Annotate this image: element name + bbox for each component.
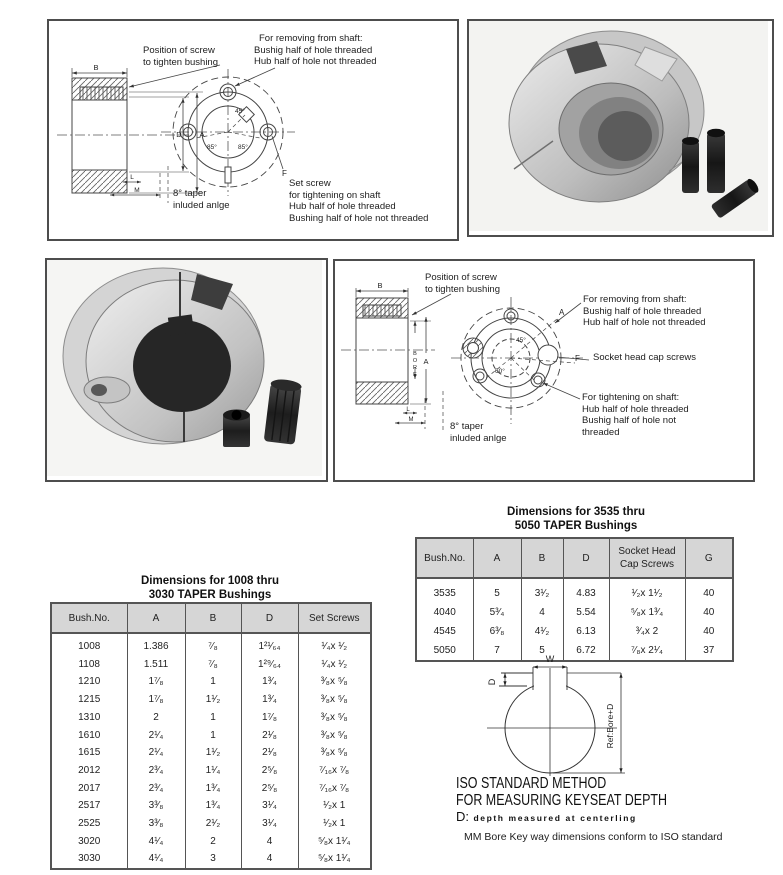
- cell: 3¹⁄₄: [241, 797, 298, 815]
- cell: 1³⁄₄: [241, 691, 298, 709]
- cell: 1210: [78, 676, 101, 688]
- dim-l: L: [130, 174, 134, 181]
- cell: 37: [685, 641, 733, 661]
- cell: 1.386: [127, 633, 185, 656]
- dim-m: M: [408, 417, 414, 423]
- cell: 6.13: [563, 622, 609, 641]
- cell: ⁵⁄₈x 1³⁄₄: [609, 603, 685, 622]
- keyseat-diagram: [443, 648, 643, 776]
- cell: 4¹⁄₄: [127, 850, 185, 869]
- cell: 2525: [78, 818, 101, 830]
- cell: 1.511: [127, 656, 185, 674]
- cell: ⁷⁄₈x 2¹⁄₄: [609, 641, 685, 661]
- label-f: F: [282, 169, 287, 178]
- cell: 40: [685, 622, 733, 641]
- note-set-screw: Set screw for tightening on shaft Hub half of hole threaded Bushing half of hole not threaded: [289, 178, 429, 224]
- cell: 1610: [78, 729, 101, 741]
- cell: 2¹⁄₄: [127, 727, 185, 745]
- cell: 5: [473, 578, 521, 603]
- cell: 1: [185, 709, 241, 727]
- cell: 5.54: [563, 603, 609, 622]
- bushing-photo-1: [469, 21, 768, 231]
- front-view: [129, 65, 295, 196]
- label-f: F: [575, 354, 580, 363]
- cell: 4: [241, 833, 298, 851]
- cell: ³⁄₈x ⁵⁄₈: [298, 691, 371, 709]
- cell: 2³⁄₄: [127, 780, 185, 798]
- cell: 7: [473, 641, 521, 661]
- cell: ¹⁄₄x ¹⁄₂: [298, 656, 371, 674]
- cell: 4¹⁄₂: [521, 622, 563, 641]
- table-row: [51, 673, 371, 691]
- cell: ³⁄₈x ⁵⁄₈: [298, 744, 371, 762]
- panel-photo-2: [45, 258, 328, 482]
- iso-heading: ISO STANDARD METHOD FOR MEASURING KEYSEAT DEPTH: [456, 775, 668, 809]
- note-tightening: For tightening on shaft: Hub half of hole threaded Bushig half of hole not threaded: [582, 392, 689, 438]
- dim-b: B: [377, 281, 383, 290]
- bushing-photo-2: [47, 260, 322, 476]
- table-row: [51, 780, 371, 798]
- cell: ⁷⁄₁₆x ⁷⁄₈: [298, 780, 371, 798]
- cell: ³⁄₈x ⁵⁄₈: [298, 673, 371, 691]
- table-3535-5050: [415, 537, 734, 662]
- cell: 1⁷⁄₈: [127, 691, 185, 709]
- col-g: G: [685, 538, 733, 578]
- table-row: [51, 833, 371, 851]
- col-b: B: [185, 603, 241, 633]
- dim-b: B: [93, 63, 99, 72]
- col-bush-no: Bush.No.: [51, 603, 127, 633]
- cell: ¹⁄₄x ¹⁄₂: [298, 633, 371, 656]
- dim-bore: BORE: [412, 351, 418, 379]
- cell: ¹⁄₂x 1: [298, 797, 371, 815]
- dim-d: D: [176, 130, 182, 139]
- cell: ⁷⁄₈: [185, 656, 241, 674]
- cell: 1⁷⁄₈: [127, 673, 185, 691]
- table-row: [51, 815, 371, 833]
- cell: 5050: [433, 645, 456, 656]
- cell: 3020: [78, 835, 101, 847]
- cell: 2⁵⁄₈: [241, 762, 298, 780]
- panel-diagram-1: [47, 19, 459, 241]
- table-row: [51, 656, 371, 674]
- table-1008-3030: [50, 602, 372, 870]
- cell: 3¹⁄₄: [241, 815, 298, 833]
- dim-l: L: [406, 407, 410, 413]
- cell: 2³⁄₄: [127, 762, 185, 780]
- col-a: A: [473, 538, 521, 578]
- cell: 2¹⁄₈: [241, 744, 298, 762]
- cell: 1008: [78, 641, 101, 652]
- cell: 3³⁄₈: [127, 815, 185, 833]
- cell: ⁵⁄₈x 1¹⁄₄: [298, 833, 371, 851]
- cell: 1¹⁄₂: [185, 744, 241, 762]
- table-row: [416, 578, 733, 603]
- angle-60: 60°: [495, 368, 505, 375]
- table1-title: Dimensions for 1008 thru 3030 TAPER Bushings: [140, 575, 280, 601]
- cell: 2¹⁄₈: [241, 727, 298, 745]
- col-a: A: [127, 603, 185, 633]
- col-bush-no: Bush.No.: [416, 538, 473, 578]
- depth-note: D: depth measured at centerling: [456, 809, 637, 824]
- cell: ¹⁄₂x 1: [298, 815, 371, 833]
- cell: 3535: [433, 588, 456, 599]
- angle-45: 45°: [235, 108, 245, 115]
- cell: 2¹⁄₂: [185, 815, 241, 833]
- cell: 40: [685, 578, 733, 603]
- table2-title: Dimensions for 3535 thru 5050 TAPER Bushings: [506, 506, 646, 532]
- col-b: B: [521, 538, 563, 578]
- panel-photo-1: [467, 19, 774, 237]
- cell: 1310: [78, 711, 101, 723]
- dim-w: W: [545, 654, 555, 664]
- cell: ⁷⁄₈: [185, 633, 241, 656]
- cell: 1²⁹⁄₆₄: [241, 656, 298, 674]
- table-row: [51, 727, 371, 745]
- cell: 40: [685, 603, 733, 622]
- cell: 1: [185, 727, 241, 745]
- note-taper: 8° taper inluded anlge: [450, 421, 507, 444]
- cell: 4.83: [563, 578, 609, 603]
- cell: 2: [127, 709, 185, 727]
- col-d: D: [241, 603, 298, 633]
- cell: ³⁄₄x 2: [609, 622, 685, 641]
- cell: 4¹⁄₄: [127, 833, 185, 851]
- cell: 6³⁄₈: [473, 622, 521, 641]
- table-row: [51, 709, 371, 727]
- cell: 3: [185, 850, 241, 869]
- cell: 4040: [433, 607, 456, 618]
- cell: 3030: [78, 853, 101, 865]
- angle-85-right: 85°: [238, 144, 248, 151]
- cell: 2017: [78, 782, 101, 794]
- cell: 1: [185, 673, 241, 691]
- dim-a: A: [199, 130, 205, 139]
- cell: 1³⁄₄: [185, 797, 241, 815]
- cell: ¹⁄₂x 1¹⁄₂: [609, 578, 685, 603]
- cell: ⁷⁄₁₆x ⁷⁄₈: [298, 762, 371, 780]
- table-row: [51, 633, 371, 656]
- angle-45: 45°: [516, 337, 526, 344]
- cell: 1¹⁄₂: [185, 691, 241, 709]
- table-row: [51, 797, 371, 815]
- note-removing: For removing from shaft: Bushig half of hole threaded Hub half of hole not threaded: [583, 294, 706, 328]
- cell: 4: [521, 603, 563, 622]
- dim-m: M: [134, 187, 140, 194]
- dim-d: D: [487, 678, 497, 686]
- cell: 1¹⁄₄: [185, 762, 241, 780]
- col-socket-head: Socket Head Cap Screws: [609, 538, 685, 578]
- table-row: [51, 762, 371, 780]
- table-row: [51, 850, 371, 869]
- cell: 4: [241, 850, 298, 869]
- table-row: [416, 603, 733, 622]
- cell: 4545: [433, 626, 456, 637]
- cell: 1615: [78, 747, 101, 759]
- cell: 6.72: [563, 641, 609, 661]
- cell: 2⁵⁄₈: [241, 780, 298, 798]
- angle-85-left: 85°: [207, 144, 217, 151]
- mm-bore-note: MM Bore Key way dimensions conform to ISO standard: [464, 831, 723, 843]
- table-row: [51, 744, 371, 762]
- note-socket-head: Socket head cap screws: [593, 352, 696, 363]
- note-taper: 8° taper inluded anlge: [173, 188, 230, 211]
- table-row: [51, 691, 371, 709]
- note-position-of-screw: Position of screw to tighten bushing: [425, 272, 501, 295]
- cell: 5³⁄₄: [473, 603, 521, 622]
- cell: 1215: [78, 694, 101, 706]
- table-row: [416, 622, 733, 641]
- cell: 5: [521, 641, 563, 661]
- panel-diagram-2: [333, 259, 755, 482]
- cell: 1³⁄₄: [241, 673, 298, 691]
- cell: 1108: [78, 658, 100, 670]
- dim-ref-bore: Ref:Bore+D: [605, 703, 615, 749]
- cell: 3¹⁄₂: [521, 578, 563, 603]
- col-set-screws: Set Screws: [298, 603, 371, 633]
- label-a-hole: A: [559, 308, 565, 317]
- cell: 2: [185, 833, 241, 851]
- note-removing: For removing from shaft: Bushig half of hole threaded Hub half of hole not threaded: [254, 33, 377, 67]
- cell: 1³⁄₄: [185, 780, 241, 798]
- cell: 1²¹⁄₆₄: [241, 633, 298, 656]
- cell: 2517: [78, 800, 101, 812]
- header-row: [51, 603, 371, 633]
- cell: ⁵⁄₈x 1¹⁄₄: [298, 850, 371, 869]
- note-position-of-screw: Position of screw to tighten bushing: [143, 45, 219, 68]
- header-row: [416, 538, 733, 578]
- cell: 1⁷⁄₈: [241, 709, 298, 727]
- cell: ³⁄₈x ⁵⁄₈: [298, 727, 371, 745]
- cell: ³⁄₈x ⁵⁄₈: [298, 709, 371, 727]
- col-d: D: [563, 538, 609, 578]
- cell: 2¹⁄₄: [127, 744, 185, 762]
- dim-a: A: [423, 357, 429, 366]
- cell: 3³⁄₈: [127, 797, 185, 815]
- cell: 2012: [78, 764, 101, 776]
